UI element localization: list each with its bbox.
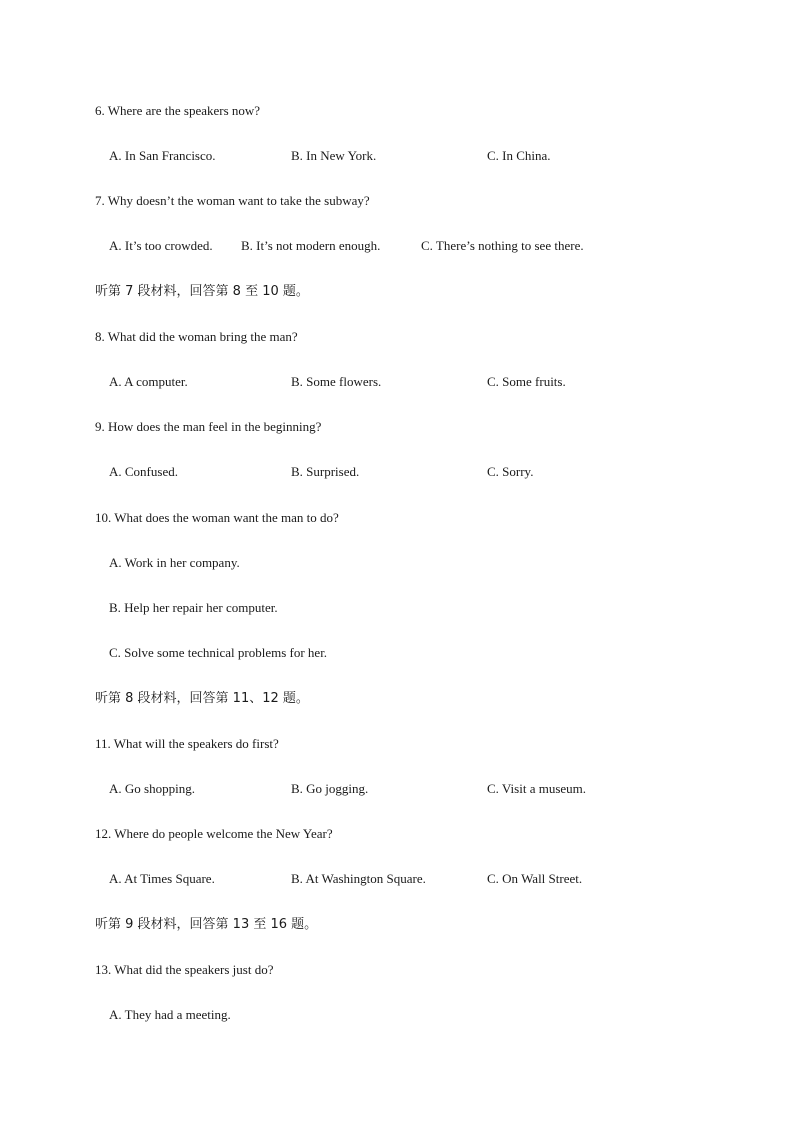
option-12b: B. At Washington Square. xyxy=(291,871,426,886)
option-9a: A. Confused. xyxy=(109,464,178,479)
option-9b: B. Surprised. xyxy=(291,464,360,479)
section-heading: 听第 9 段材料，回答第 13 至 16 题。 xyxy=(95,917,318,932)
question-10: 10. What does the woman want the man to do? xyxy=(95,510,339,525)
option-12a: A. At Times Square. xyxy=(109,871,215,886)
option-10a: A. Work in her company. xyxy=(109,555,240,570)
option-7a: A. It’s too crowded. xyxy=(109,238,213,253)
option-11a: A. Go shopping. xyxy=(109,781,195,796)
question-9: 9. How does the man feel in the beginning? xyxy=(95,419,322,434)
option-13a: A. They had a meeting. xyxy=(109,1007,231,1022)
option-8b: B. Some flowers. xyxy=(291,374,382,389)
option-12c: C. On Wall Street. xyxy=(487,871,583,886)
option-6c: C. In China. xyxy=(487,148,551,163)
option-11b: B. Go jogging. xyxy=(291,781,369,796)
question-12: 12. Where do people welcome the New Year? xyxy=(95,826,333,841)
option-10c: C. Solve some technical problems for her. xyxy=(109,645,328,660)
section-heading: 听第 7 段材料，回答第 8 至 10 题。 xyxy=(95,284,309,299)
option-9c: C. Sorry. xyxy=(487,464,534,479)
option-10b: B. Help her repair her computer. xyxy=(109,600,278,615)
option-7c: C. There’s nothing to see there. xyxy=(421,238,584,253)
option-6a: A. In San Francisco. xyxy=(109,148,216,163)
option-6b: B. In New York. xyxy=(291,148,377,163)
question-7: 7. Why doesn’t the woman want to take the subway? xyxy=(95,193,370,208)
question-13: 13. What did the speakers just do? xyxy=(95,962,274,977)
question-6: 6. Where are the speakers now? xyxy=(95,103,261,118)
option-8c: C. Some fruits. xyxy=(487,374,566,389)
section-heading: 听第 8 段材料，回答第 11、12 题。 xyxy=(95,691,309,706)
question-8: 8. What did the woman bring the man? xyxy=(95,329,298,344)
question-11: 11. What will the speakers do first? xyxy=(95,736,279,751)
option-7b: B. It’s not modern enough. xyxy=(241,238,381,253)
option-8a: A. A computer. xyxy=(109,374,188,389)
option-11c: C. Visit a museum. xyxy=(487,781,587,796)
